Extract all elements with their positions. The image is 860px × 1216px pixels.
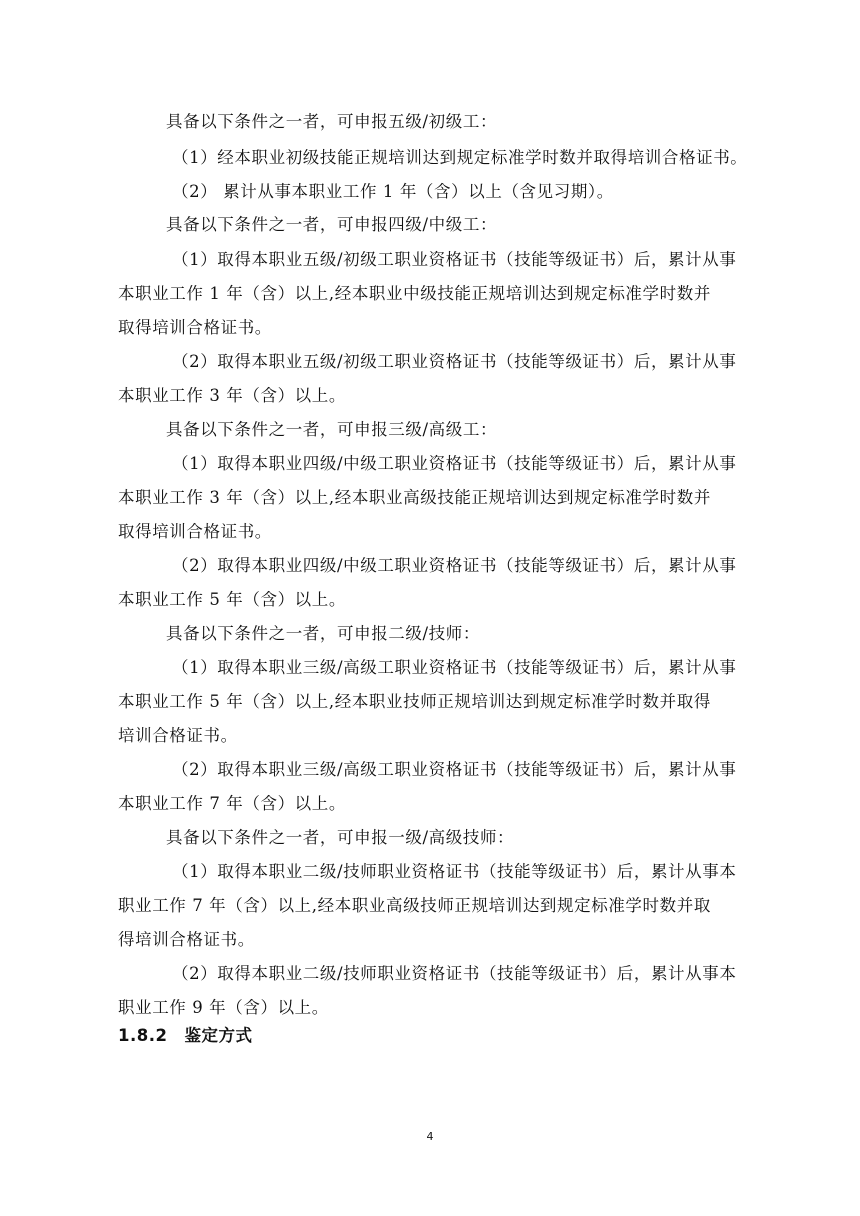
text-line: （1）经本职业初级技能正规培训达到规定标准学时数并取得培训合格证书。: [172, 148, 748, 167]
text-line: 本职业工作 3 年（含）以上。: [118, 386, 346, 405]
text-line: 本职业工作 5 年（含）以上。: [118, 590, 346, 609]
section-heading: 1.8.2 鉴定方式: [118, 1026, 253, 1045]
text-line: 具备以下条件之一者，可申报四级/中级工：: [166, 215, 498, 234]
text-line: 职业工作 9 年（含）以上。: [118, 998, 329, 1017]
text-line: 培训合格证书。: [118, 726, 238, 745]
text-line: 具备以下条件之一者，可申报二级/技师：: [166, 624, 480, 643]
text-line: （1）取得本职业五级/初级工职业资格证书（技能等级证书）后，累计从事: [172, 250, 737, 269]
text-line: （2）取得本职业四级/中级工职业资格证书（技能等级证书）后，累计从事: [172, 556, 737, 575]
text-line: 本职业工作 7 年（含）以上。: [118, 794, 346, 813]
text-line: 具备以下条件之一者，可申报三级/高级工：: [166, 420, 498, 439]
text-line: 职业工作 7 年（含）以上,经本职业高级技师正规培训达到规定标准学时数并取: [118, 896, 711, 915]
text-line: 本职业工作 3 年（含）以上,经本职业高级技能正规培训达到规定标准学时数并: [118, 488, 711, 507]
text-line: （2）取得本职业二级/技师职业资格证书（技能等级证书）后，累计从事本: [172, 964, 737, 983]
text-line: 具备以下条件之一者，可申报一级/高级技师：: [166, 828, 515, 847]
text-line: （2） 累计从事本职业工作 1 年（含）以上（含见习期）。: [172, 182, 614, 201]
text-line: 得培训合格证书。: [118, 930, 255, 949]
text-line: （2）取得本职业五级/初级工职业资格证书（技能等级证书）后，累计从事: [172, 352, 737, 371]
text-line: 取得培训合格证书。: [118, 318, 272, 337]
page-number: 4: [426, 1130, 434, 1143]
text-line: 本职业工作 5 年（含）以上,经本职业技师正规培训达到规定标准学时数并取得: [118, 692, 711, 711]
text-line: （2）取得本职业三级/高级工职业资格证书（技能等级证书）后，累计从事: [172, 760, 737, 779]
text-line: （1）取得本职业二级/技师职业资格证书（技能等级证书）后，累计从事本: [172, 862, 737, 881]
text-line: （1）取得本职业三级/高级工职业资格证书（技能等级证书）后，累计从事: [172, 658, 737, 677]
text-line: （1）取得本职业四级/中级工职业资格证书（技能等级证书）后，累计从事: [172, 454, 737, 473]
text-line: 本职业工作 1 年（含）以上,经本职业中级技能正规培训达到规定标准学时数并: [118, 284, 711, 303]
text-line: 取得培训合格证书。: [118, 522, 272, 541]
text-line: 具备以下条件之一者，可申报五级/初级工：: [166, 112, 498, 131]
